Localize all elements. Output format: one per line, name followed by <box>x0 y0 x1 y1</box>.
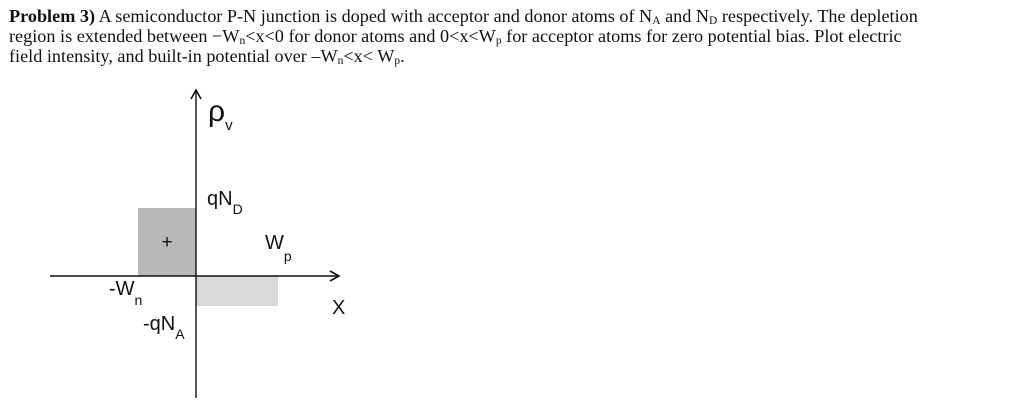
p-subscript: p <box>495 35 502 48</box>
problem-text-segment: A semiconductor P-N junction is doped with acceptor and donor atoms of N <box>95 6 653 26</box>
rho-symbol: ρ <box>208 95 226 128</box>
donor-charge-label <box>207 188 243 217</box>
donor-charge-main: qN <box>207 188 233 210</box>
wn-label <box>109 278 142 308</box>
y-axis-label <box>208 95 233 134</box>
problem-text-segment: field intensity, and built-in potential over –W <box>9 46 338 67</box>
problem-text-segment: <x<0 for donor atoms and 0<x<W <box>245 26 496 47</box>
problem-text-segment: and N <box>660 6 710 26</box>
n-subscript: n <box>337 55 344 68</box>
rho-subscript: v <box>225 117 233 134</box>
acceptor-charge-main: -qN <box>143 313 176 335</box>
donor-subscript: D <box>709 15 718 27</box>
wn-subscript: n <box>134 292 143 308</box>
plus-sign: + <box>161 232 173 253</box>
acceptor-charge-label <box>143 313 185 342</box>
negative-charge-region <box>196 276 278 306</box>
x-axis-label: X <box>332 297 346 319</box>
wp-subscript: p <box>283 248 292 264</box>
acceptor-subscript: A <box>652 15 661 27</box>
problem-label: Problem 3) <box>9 6 96 26</box>
wn-main: -W <box>109 278 135 300</box>
n-subscript: n <box>239 35 246 48</box>
wp-label <box>265 232 292 264</box>
acceptor-charge-subscript: A <box>175 326 185 342</box>
donor-charge-subscript: D <box>232 201 243 217</box>
problem-text-segment: . <box>400 46 405 67</box>
problem-text-segment: <x< W <box>343 46 395 67</box>
p-subscript: p <box>394 55 401 68</box>
wp-main: W <box>265 232 284 254</box>
problem-text-segment: respectively. The depletion <box>717 6 918 26</box>
problem-text-segment: for acceptor atoms for zero potential bias. Plot electric <box>501 26 902 47</box>
problem-text-segment: region is extended between −W <box>9 26 240 47</box>
